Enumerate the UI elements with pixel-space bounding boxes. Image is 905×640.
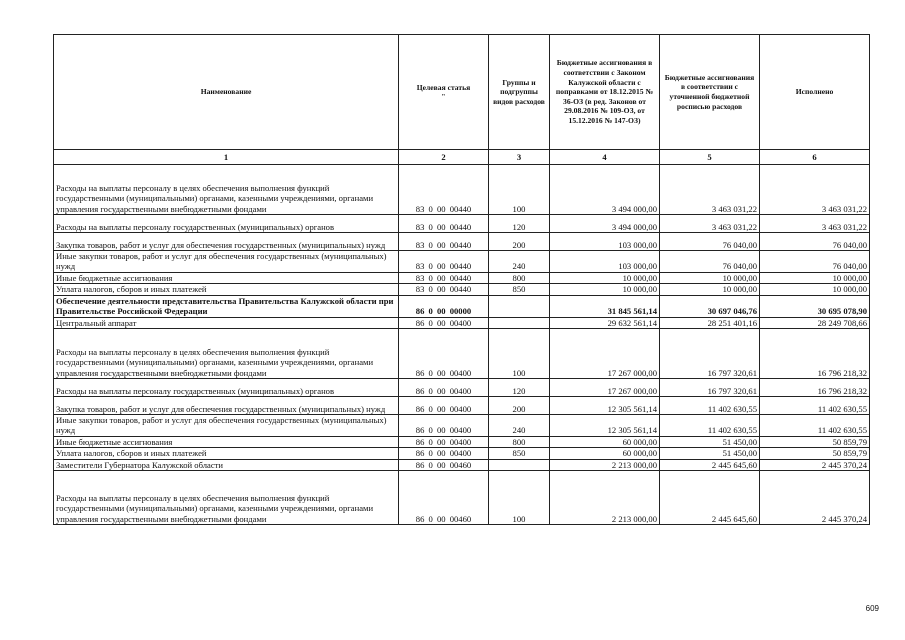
row-name: Заместители Губернатора Калужской области: [54, 459, 399, 470]
row-executed-amount: 76 040,00: [760, 251, 870, 273]
row-refined-amount: 3 463 031,22: [660, 215, 760, 233]
row-name: Расходы на выплаты персоналу в целях обеспечения выполнения функций государственными (муниципальными) органами, казенными учреждениями, органами управления государственными внебюджетными фондами: [54, 329, 399, 379]
row-refined-amount: 51 450,00: [660, 448, 760, 459]
row-refined-amount: 28 251 401,16: [660, 317, 760, 328]
row-budget-amount: 3 494 000,00: [550, 215, 660, 233]
row-target-code: 83 0 00 00440: [399, 251, 489, 273]
table-row: [54, 415, 870, 437]
row-name: Иные бюджетные ассигнования: [54, 436, 399, 447]
row-name: Расходы на выплаты персоналу государственных (муниципальных) органов: [54, 215, 399, 233]
table-row: [54, 284, 870, 295]
row-expense-group: [489, 317, 550, 328]
row-refined-amount: 10 000,00: [660, 272, 760, 283]
row-expense-group: 100: [489, 329, 550, 379]
row-name: Центральный аппарат: [54, 317, 399, 328]
row-target-code: 83 0 00 00440: [399, 233, 489, 251]
row-target-code: 83 0 00 00440: [399, 215, 489, 233]
row-executed-amount: 11 402 630,55: [760, 415, 870, 437]
row-name: Иные бюджетные ассигнования: [54, 272, 399, 283]
row-name: Закупка товаров, работ и услуг для обеспечения государственных (муниципальных) нужд: [54, 233, 399, 251]
row-target-code: 86 0 00 00460: [399, 471, 489, 525]
row-budget-amount: 2 213 000,00: [550, 471, 660, 525]
table-row: [54, 471, 870, 525]
header-target-article: [399, 35, 489, 150]
table-row: [54, 436, 870, 447]
column-number: 3: [489, 150, 550, 165]
row-expense-group: [489, 295, 550, 317]
row-target-code: 83 0 00 00440: [399, 272, 489, 283]
row-target-code: 86 0 00 00000: [399, 295, 489, 317]
table-row: [54, 329, 870, 379]
table-row: [54, 215, 870, 233]
row-executed-amount: 50 859,79: [760, 448, 870, 459]
table-row: [54, 379, 870, 397]
row-target-code: 86 0 00 00400: [399, 329, 489, 379]
row-budget-amount: 10 000,00: [550, 272, 660, 283]
row-expense-group: [489, 459, 550, 470]
table-row: [54, 448, 870, 459]
header-expense-groups: Группы и подгруппы видов расходов: [489, 35, 550, 150]
row-expense-group: 240: [489, 251, 550, 273]
header-name: Наименование: [54, 35, 399, 150]
row-target-code: 86 0 00 00400: [399, 436, 489, 447]
row-target-code: 83 0 00 00440: [399, 284, 489, 295]
row-budget-amount: 12 305 561,14: [550, 397, 660, 415]
row-executed-amount: 2 445 370,24: [760, 459, 870, 470]
row-executed-amount: 3 463 031,22: [760, 165, 870, 215]
row-budget-amount: 31 845 561,14: [550, 295, 660, 317]
row-budget-amount: 29 632 561,14: [550, 317, 660, 328]
row-budget-amount: 10 000,00: [550, 284, 660, 295]
row-target-code: 86 0 00 00400: [399, 379, 489, 397]
row-budget-amount: 60 000,00: [550, 448, 660, 459]
header-target-article-mark: ": [441, 93, 446, 102]
row-expense-group: 240: [489, 415, 550, 437]
column-number: 6: [760, 150, 870, 165]
row-refined-amount: 3 463 031,22: [660, 165, 760, 215]
row-executed-amount: 50 859,79: [760, 436, 870, 447]
row-refined-amount: 16 797 320,61: [660, 329, 760, 379]
header-refined-budget: Бюджетные ассигнования в соответствии с уточненной бюджетной росписью расходов: [660, 35, 760, 150]
table-row: [54, 165, 870, 215]
row-refined-amount: 2 445 645,60: [660, 459, 760, 470]
row-refined-amount: 11 402 630,55: [660, 415, 760, 437]
column-number: 4: [550, 150, 660, 165]
row-budget-amount: 17 267 000,00: [550, 329, 660, 379]
table-row: [54, 251, 870, 273]
row-target-code: 83 0 00 00440: [399, 165, 489, 215]
header-executed: Исполнено: [760, 35, 870, 150]
row-name: Уплата налогов, сборов и иных платежей: [54, 284, 399, 295]
row-expense-group: 850: [489, 448, 550, 459]
row-name: Расходы на выплаты персоналу в целях обеспечения выполнения функций государственными (муниципальными) органами, казенными учреждениями, органами управления государственными внебюджетными фондами: [54, 165, 399, 215]
column-number: 5: [660, 150, 760, 165]
row-executed-amount: 10 000,00: [760, 272, 870, 283]
row-expense-group: 800: [489, 272, 550, 283]
row-expense-group: 120: [489, 379, 550, 397]
table-row: [54, 397, 870, 415]
row-budget-amount: 17 267 000,00: [550, 379, 660, 397]
row-target-code: 86 0 00 00400: [399, 317, 489, 328]
row-name: Расходы на выплаты персоналу государственных (муниципальных) органов: [54, 379, 399, 397]
row-refined-amount: 16 797 320,61: [660, 379, 760, 397]
row-name: Расходы на выплаты персоналу в целях обеспечения выполнения функций государственными (муниципальными) органами, казенными учреждениями, органами управления государственными внебюджетными фондами: [54, 471, 399, 525]
row-budget-amount: 103 000,00: [550, 251, 660, 273]
row-target-code: 86 0 00 00400: [399, 397, 489, 415]
row-name: Закупка товаров, работ и услуг для обеспечения государственных (муниципальных) нужд: [54, 397, 399, 415]
row-executed-amount: 16 796 218,32: [760, 379, 870, 397]
table-row: [54, 295, 870, 317]
table-row: [54, 459, 870, 470]
row-executed-amount: 2 445 370,24: [760, 471, 870, 525]
row-expense-group: 200: [489, 397, 550, 415]
row-executed-amount: 10 000,00: [760, 284, 870, 295]
row-executed-amount: 30 695 078,90: [760, 295, 870, 317]
row-executed-amount: 11 402 630,55: [760, 397, 870, 415]
page-number: 609: [865, 604, 879, 613]
row-name: Уплата налогов, сборов и иных платежей: [54, 448, 399, 459]
row-expense-group: 200: [489, 233, 550, 251]
row-name: Иные закупки товаров, работ и услуг для обеспечения государственных (муниципальных) нужд: [54, 415, 399, 437]
header-budget-law: Бюджетные ассигнования в соответствии с Законом Калужской области с поправками от 18.12.2015 № 36-ОЗ (в ред. Законов от 29.08.2016 № 109-ОЗ, от 15.12.2016 № 147-ОЗ): [550, 35, 660, 150]
row-executed-amount: 3 463 031,22: [760, 215, 870, 233]
column-number: 2: [399, 150, 489, 165]
row-expense-group: 850: [489, 284, 550, 295]
row-refined-amount: 76 040,00: [660, 251, 760, 273]
row-name: Иные закупки товаров, работ и услуг для обеспечения государственных (муниципальных) нужд: [54, 251, 399, 273]
table-header-row: [54, 35, 870, 150]
row-target-code: 86 0 00 00400: [399, 415, 489, 437]
row-refined-amount: 11 402 630,55: [660, 397, 760, 415]
row-refined-amount: 51 450,00: [660, 436, 760, 447]
header-target-article-label: Целевая статья: [416, 82, 471, 92]
row-name: Обеспечение деятельности представительства Правительства Калужской области при Правительстве Российской Федерации: [54, 295, 399, 317]
table-row: [54, 233, 870, 251]
row-target-code: 86 0 00 00460: [399, 459, 489, 470]
table-row: [54, 272, 870, 283]
budget-report-sheet: [53, 34, 870, 525]
row-expense-group: 120: [489, 215, 550, 233]
row-budget-amount: 3 494 000,00: [550, 165, 660, 215]
row-refined-amount: 76 040,00: [660, 233, 760, 251]
row-target-code: 86 0 00 00400: [399, 448, 489, 459]
row-refined-amount: 10 000,00: [660, 284, 760, 295]
row-budget-amount: 103 000,00: [550, 233, 660, 251]
table-row: [54, 317, 870, 328]
row-executed-amount: 28 249 708,66: [760, 317, 870, 328]
column-number: 1: [54, 150, 399, 165]
row-refined-amount: 2 445 645,60: [660, 471, 760, 525]
row-expense-group: 100: [489, 471, 550, 525]
budget-execution-table: [53, 34, 870, 525]
row-expense-group: 800: [489, 436, 550, 447]
row-refined-amount: 30 697 046,76: [660, 295, 760, 317]
column-number-row: [54, 150, 870, 165]
row-budget-amount: 12 305 561,14: [550, 415, 660, 437]
row-budget-amount: 2 213 000,00: [550, 459, 660, 470]
row-executed-amount: 76 040,00: [760, 233, 870, 251]
row-expense-group: 100: [489, 165, 550, 215]
row-budget-amount: 60 000,00: [550, 436, 660, 447]
row-executed-amount: 16 796 218,32: [760, 329, 870, 379]
table-body: [54, 165, 870, 525]
